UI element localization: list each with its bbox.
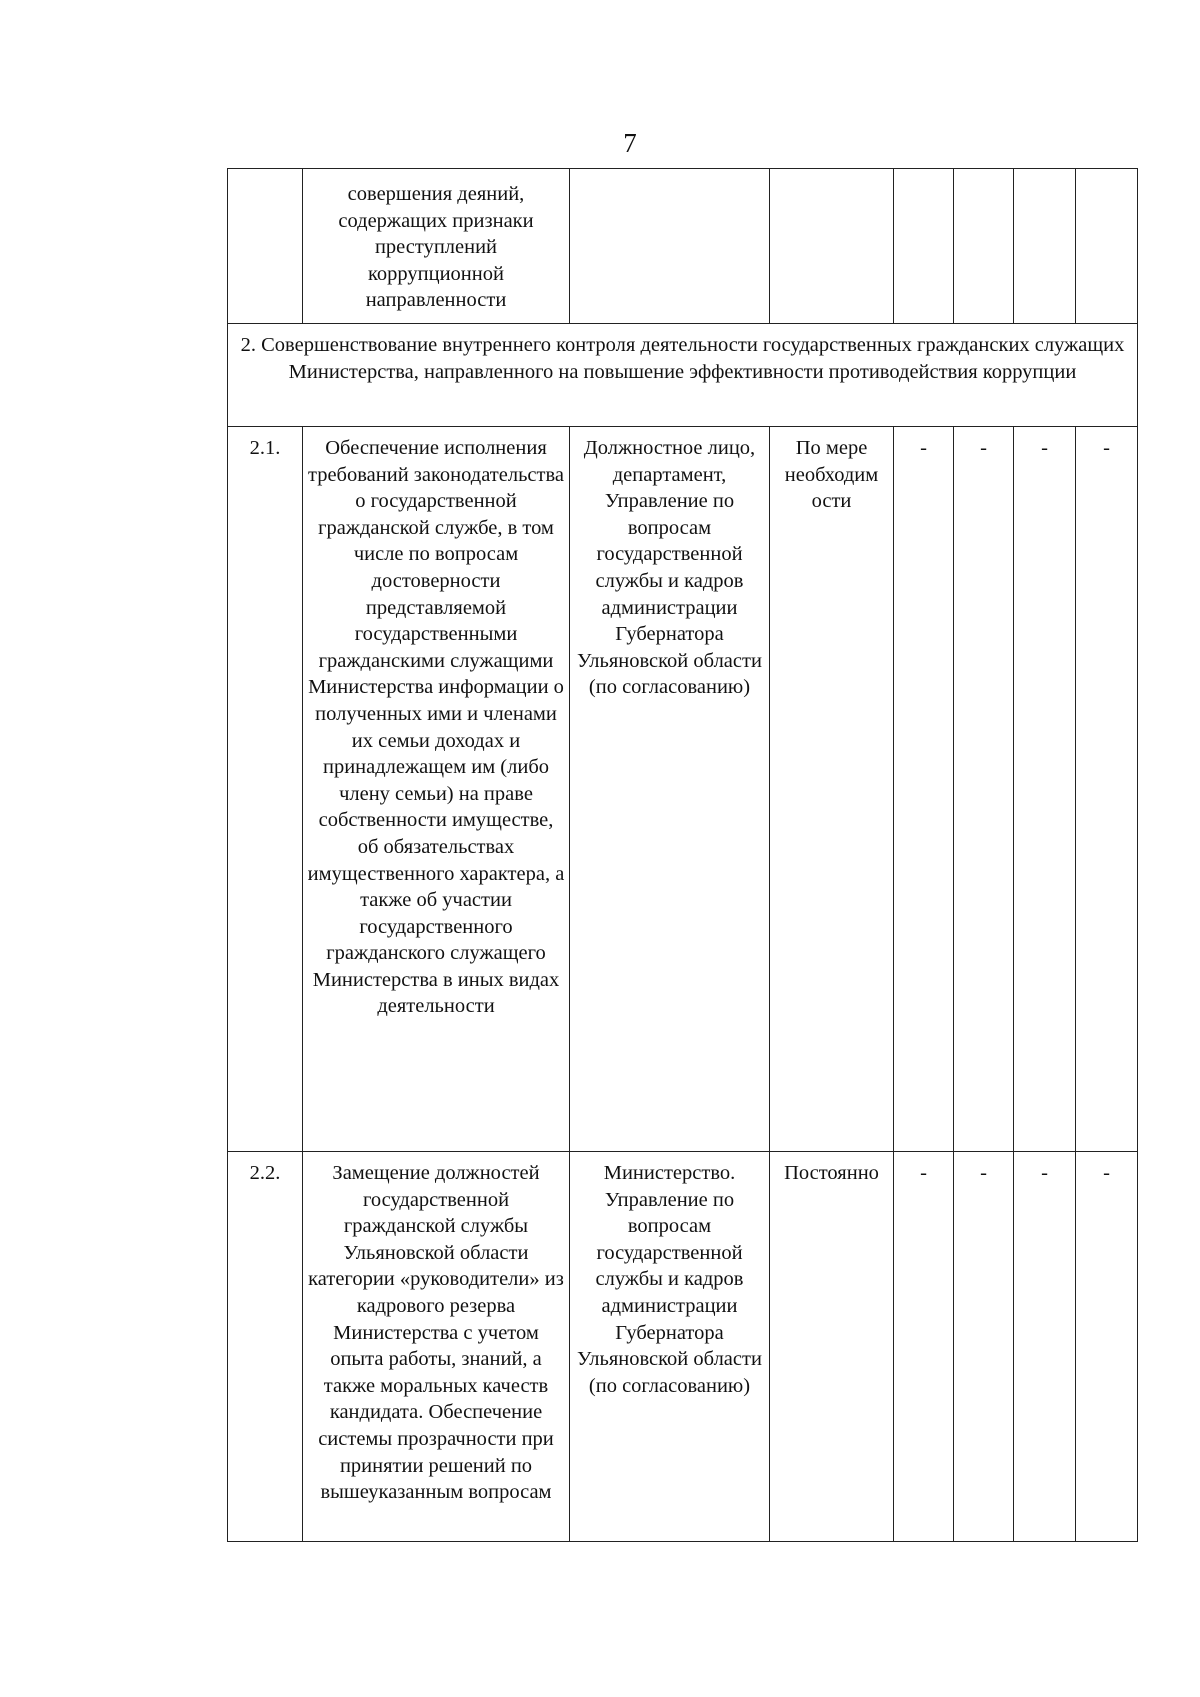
measure-cell: совершения деяний, содержащих признаки преступлений коррупционной направленности (303, 169, 570, 324)
row-number-cell: 2.1. (228, 427, 303, 1152)
funding-cell-2: - (954, 1152, 1014, 1542)
responsible-cell: Министерство. Управление по вопросам государственной службы и кадров администрации Губернатора Ульяновской области (по согласованию) (570, 1152, 770, 1542)
funding-cell-4: - (1076, 427, 1138, 1152)
funding-cell-3: - (1014, 427, 1076, 1152)
funding-cell-3 (1014, 169, 1076, 324)
table-row (228, 1152, 1138, 1542)
deadline-cell (770, 169, 894, 324)
funding-cell-4 (1076, 169, 1138, 324)
funding-cell-2 (954, 169, 1014, 324)
funding-cell-1 (894, 169, 954, 324)
row-number-cell (228, 169, 303, 324)
responsible-cell: Должностное лицо, департамент, Управление по вопросам государственной службы и кадров администрации Губернатора Ульяновской области (по согласованию) (570, 427, 770, 1152)
table-row-continuation (228, 169, 1138, 324)
page-number: 7 (623, 128, 637, 158)
funding-cell-1: - (894, 1152, 954, 1542)
responsible-cell (570, 169, 770, 324)
measure-cell: Обеспечение исполнения требований законодательства о государственной гражданской службе, в том числе по вопросам достоверности представляемой государственными гражданскими служащими Министерства информации о полученных ими и членами их семьи доходах и принадлежащем им (либо члену семьи) на праве собственности имуществе, об обязательствах имущественного характера, а также об участии государственного гражданского служащего Министерства в иных видах деятельности (303, 427, 570, 1152)
funding-cell-2: - (954, 427, 1014, 1152)
row-number-cell: 2.2. (228, 1152, 303, 1542)
funding-cell-3: - (1014, 1152, 1076, 1542)
funding-cell-4: - (1076, 1152, 1138, 1542)
deadline-cell: Постоянно (770, 1152, 894, 1542)
measure-cell: Замещение должностей государственной гражданской службы Ульяновской области категории «руководители» из кадрового резерва Министерства с учетом опыта работы, знаний, а также моральных качеств кандидата. Обеспечение системы прозрачности при принятии решений по вышеуказанным вопросам (303, 1152, 570, 1542)
funding-cell-1: - (894, 427, 954, 1152)
measures-table (227, 168, 1138, 1542)
deadline-cell: По мере необходим ости (770, 427, 894, 1152)
section-heading-row (228, 324, 1138, 427)
section-2-title: 2. Совершенствование внутреннего контроля деятельности государственных гражданских служащих Министерства, направленного на повышение эффективности противодействия коррупции (228, 324, 1138, 427)
table-row (228, 427, 1138, 1152)
